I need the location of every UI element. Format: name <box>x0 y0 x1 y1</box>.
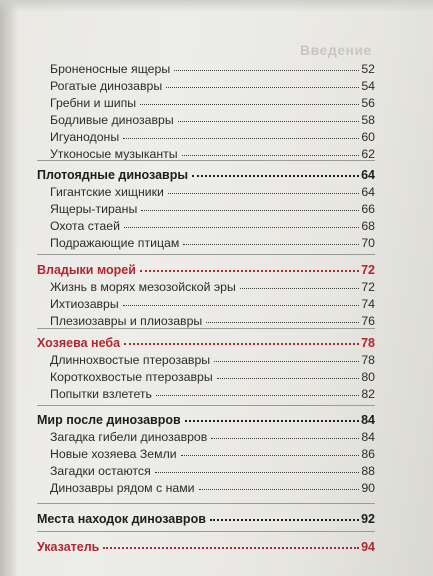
page-number: 54 <box>361 79 375 93</box>
page-number: 94 <box>361 540 375 554</box>
dot-leader <box>217 378 360 379</box>
section-divider <box>37 254 375 255</box>
toc-entry <box>50 147 375 161</box>
toc-section-entry <box>37 168 375 182</box>
section-title: Плотоядные динозавры <box>37 168 189 182</box>
entry-title: Гребни и шипы <box>50 96 137 110</box>
dot-leader <box>182 155 360 156</box>
dot-leader <box>185 420 359 422</box>
toc-section-entry <box>37 336 375 350</box>
entry-title: Рогатые динозавры <box>50 79 163 93</box>
page-number: 74 <box>361 297 375 311</box>
toc-entry <box>50 236 375 250</box>
page-number: 88 <box>361 464 375 478</box>
section-divider <box>37 405 375 406</box>
page-number: 64 <box>361 185 375 199</box>
dot-leader <box>140 104 359 105</box>
dot-leader <box>123 138 359 139</box>
toc-entry <box>50 430 375 444</box>
dot-leader <box>174 70 359 71</box>
dot-leader <box>240 288 359 289</box>
dot-leader <box>124 343 359 345</box>
toc-entry <box>50 202 375 216</box>
dot-leader <box>206 322 359 323</box>
entry-title: Жизнь в морях мезозойской эры <box>50 280 236 294</box>
toc-section-entry <box>37 413 375 427</box>
page-number: 66 <box>361 202 375 216</box>
entry-title: Короткохвостые птерозавры <box>50 370 213 384</box>
dot-leader <box>103 547 359 549</box>
toc-entry <box>50 481 375 495</box>
section-divider <box>37 531 375 532</box>
section-title: Места находок динозавров <box>37 512 206 526</box>
page-number: 86 <box>361 447 375 461</box>
toc-entry <box>50 464 375 478</box>
page-number: 82 <box>361 387 375 401</box>
dot-leader <box>168 193 359 194</box>
dot-leader <box>166 87 359 88</box>
dot-leader <box>123 305 360 306</box>
toc-entry <box>50 185 375 199</box>
page-number: 52 <box>361 62 375 76</box>
section-divider <box>37 503 375 504</box>
toc-entry <box>50 314 375 328</box>
toc-entry <box>50 96 375 110</box>
page-number: 64 <box>361 168 375 182</box>
dot-leader <box>140 270 359 272</box>
toc-entry <box>50 353 375 367</box>
toc-entry <box>50 447 375 461</box>
entry-title: Броненосные ящеры <box>50 62 171 76</box>
dot-leader <box>181 455 360 456</box>
show-through-heading: Введение <box>300 42 372 58</box>
entry-title: Ящеры-тираны <box>50 202 138 216</box>
entry-title: Бодливые динозавры <box>50 113 174 127</box>
entry-title: Охота стаей <box>50 219 120 233</box>
entry-title: Ихтиозавры <box>50 297 119 311</box>
section-title: Хозяева неба <box>37 336 121 350</box>
toc-entry <box>50 62 375 76</box>
section-title: Владыки морей <box>37 263 136 277</box>
toc-entry <box>50 370 375 384</box>
entry-title: Игуанодоны <box>50 130 120 144</box>
entry-title: Загадка гибели динозавров <box>50 430 208 444</box>
toc-entry <box>50 297 375 311</box>
dot-leader <box>210 519 359 521</box>
dot-leader <box>156 395 359 396</box>
dot-leader <box>141 210 359 211</box>
entry-title: Подражающие птицам <box>50 236 180 250</box>
page-number: 60 <box>361 130 375 144</box>
entry-title: Загадки остаются <box>50 464 151 478</box>
toc-entry <box>50 280 375 294</box>
page-number: 84 <box>361 413 375 427</box>
page-number: 78 <box>361 336 375 350</box>
dot-leader <box>199 489 360 490</box>
toc-entry <box>50 113 375 127</box>
page-number: 80 <box>361 370 375 384</box>
entry-title: Утконосые музыканты <box>50 147 178 161</box>
page-number: 92 <box>361 512 375 526</box>
page-number: 84 <box>361 430 375 444</box>
page-number: 58 <box>361 113 375 127</box>
section-title: Указатель <box>37 540 100 554</box>
page-number: 70 <box>361 236 375 250</box>
entry-title: Попытки взлететь <box>50 387 152 401</box>
entry-title: Плезиозавры и плиозавры <box>50 314 203 328</box>
section-divider <box>37 328 375 329</box>
entry-title: Длиннохвостые птерозавры <box>50 353 211 367</box>
page-number: 68 <box>361 219 375 233</box>
dot-leader <box>155 472 360 473</box>
toc-section-entry <box>37 263 375 277</box>
toc-entry <box>50 79 375 93</box>
dot-leader <box>214 361 359 362</box>
page-number: 78 <box>361 353 375 367</box>
toc-entry <box>50 219 375 233</box>
section-divider <box>37 160 375 161</box>
toc-section-entry <box>37 512 375 526</box>
entry-title: Гигантские хищники <box>50 185 164 199</box>
toc-entry <box>50 130 375 144</box>
entry-title: Новые хозяева Земли <box>50 447 177 461</box>
page-number: 56 <box>361 96 375 110</box>
toc-section-entry <box>37 540 375 554</box>
page-number: 76 <box>361 314 375 328</box>
entry-title: Динозавры рядом с нами <box>50 481 195 495</box>
dot-leader <box>211 438 359 439</box>
page-number: 90 <box>361 481 375 495</box>
section-title: Мир после динозавров <box>37 413 181 427</box>
dot-leader <box>192 175 359 177</box>
page-number: 72 <box>361 280 375 294</box>
page-number: 72 <box>361 263 375 277</box>
toc-entry <box>50 387 375 401</box>
dot-leader <box>183 244 359 245</box>
dot-leader <box>124 227 359 228</box>
dot-leader <box>178 121 360 122</box>
page-number: 62 <box>361 147 375 161</box>
